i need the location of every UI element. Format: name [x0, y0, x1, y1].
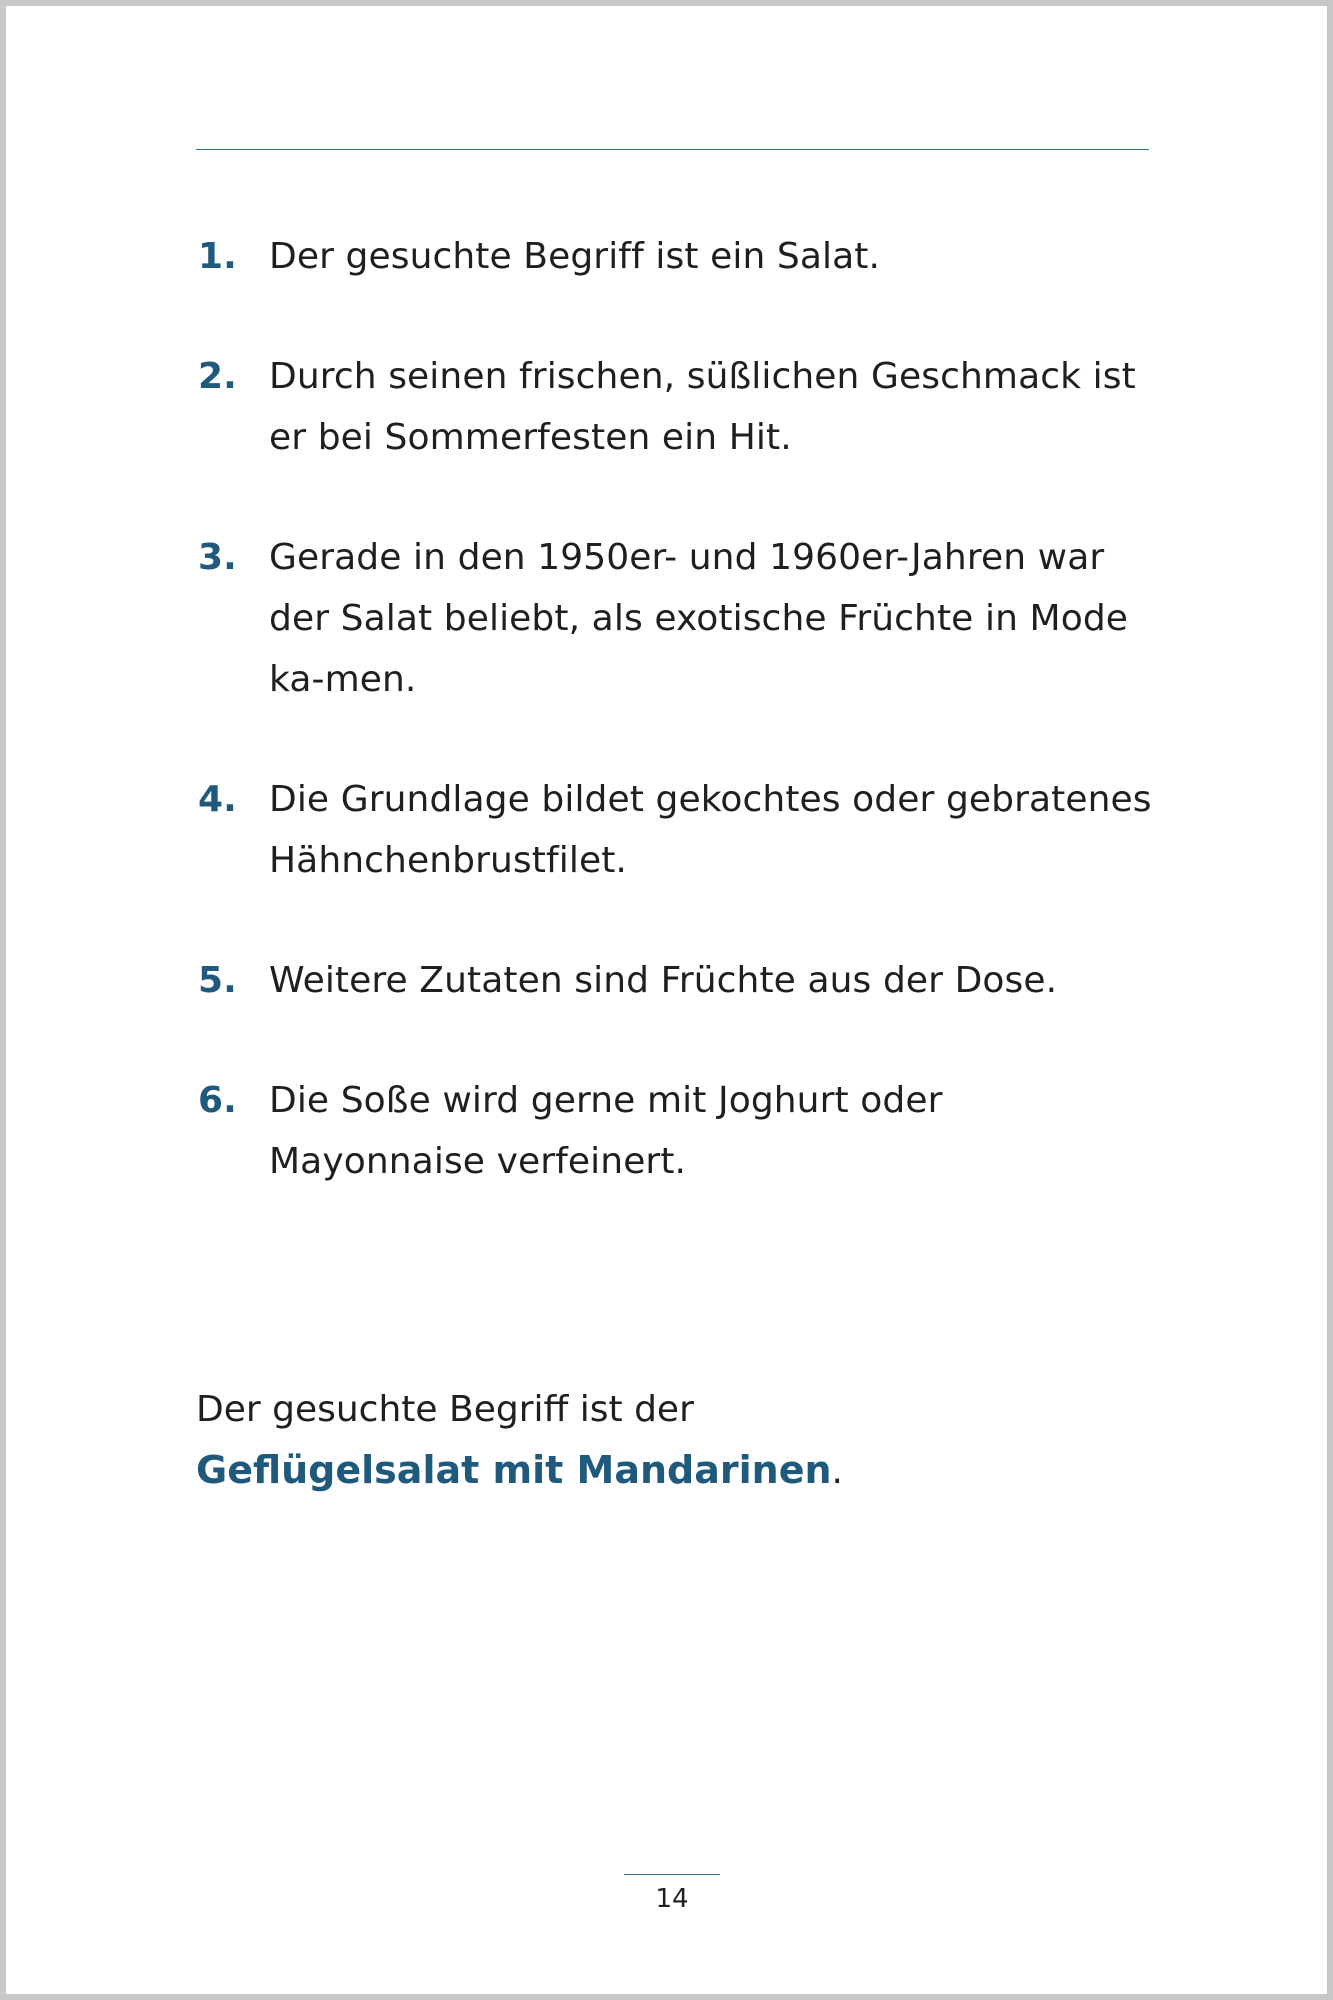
clue-number: 1.	[198, 236, 237, 277]
page-number: 14	[655, 1884, 689, 1914]
answer-punctuation: .	[831, 1451, 843, 1492]
clue-number: 5.	[198, 960, 237, 1001]
answer-intro: Der gesuchte Begriff ist der	[196, 1389, 694, 1430]
clue-item	[196, 226, 1156, 287]
answer-term: Geflügelsalat mit Mandarinen	[196, 1448, 832, 1492]
clue-text: Der gesuchte Begriff ist ein Salat.	[269, 236, 881, 277]
clue-item	[196, 950, 1156, 1011]
footer-divider	[624, 1874, 720, 1875]
clue-item	[196, 769, 1156, 891]
clue-number: 4.	[198, 779, 237, 820]
clue-text: Durch seinen frischen, süßlichen Geschmack ist er bei Sommerfesten ein Hit.	[269, 356, 1136, 458]
clue-item	[196, 1070, 1156, 1192]
clue-number: 2.	[198, 356, 237, 397]
clue-number: 6.	[198, 1080, 237, 1121]
clue-text: Die Soße wird gerne mit Joghurt oder Mayonnaise verfeinert.	[269, 1080, 943, 1182]
clue-list	[196, 226, 1156, 1251]
top-divider	[196, 149, 1149, 150]
clue-number: 3.	[198, 537, 237, 578]
clue-text: Die Grundlage bildet gekochtes oder gebratenes Hähnchenbrustfilet.	[269, 779, 1152, 881]
answer-block	[196, 1380, 1156, 1502]
clue-text: Weitere Zutaten sind Früchte aus der Dose.	[269, 960, 1058, 1001]
answer-line	[196, 1440, 1156, 1502]
clue-text: Gerade in den 1950er- und 1960er-Jahren war der Salat beliebt, als exotische Früchte in Mode ka-men.	[269, 537, 1129, 700]
clue-item	[196, 527, 1156, 710]
clue-item	[196, 346, 1156, 468]
